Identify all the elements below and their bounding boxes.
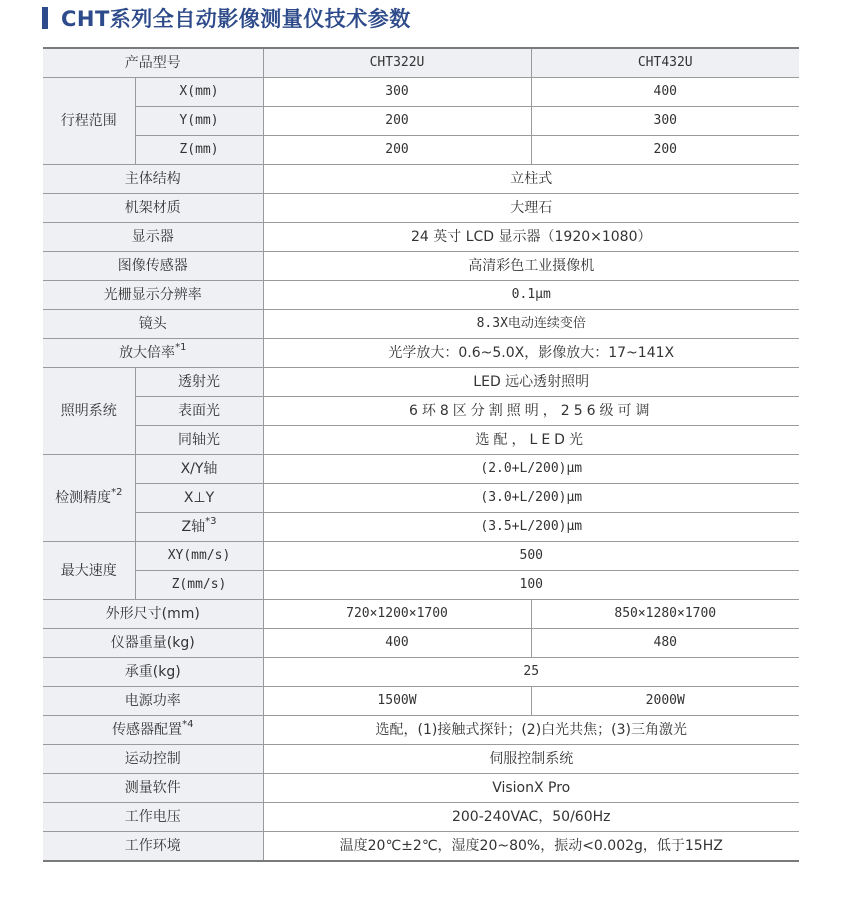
travel-value-a: 200: [263, 136, 531, 165]
table-row: [43, 484, 799, 513]
accuracy-label-text: 检测精度: [55, 490, 112, 506]
footnote-marker: *1: [175, 342, 187, 354]
camera-value: 高清彩色工业摄像机: [263, 252, 799, 281]
table-row: [43, 455, 799, 484]
structure-label: 主体结构: [43, 165, 263, 194]
weight-value-a: 400: [263, 629, 531, 658]
table-row: [43, 658, 799, 687]
environment-label: 工作环境: [43, 832, 263, 862]
power-value-a: 1500W: [263, 687, 531, 716]
lighting-value: 选配，LED光: [263, 426, 799, 455]
speed-axis: Z(mm/s): [135, 571, 263, 600]
table-row: [43, 281, 799, 310]
lighting-value: 6环8区分割照明，256级可调: [263, 397, 799, 426]
table-row: [43, 687, 799, 716]
table-row: [43, 571, 799, 600]
dimensions-value-b: 850×1280×1700: [531, 600, 799, 629]
accuracy-axis-text: Z轴: [181, 519, 206, 535]
frame-value: 大理石: [263, 194, 799, 223]
table-row: [43, 774, 799, 803]
travel-value-b: 300: [531, 107, 799, 136]
table-row: [43, 339, 799, 368]
lighting-type: 透射光: [135, 368, 263, 397]
footnote-marker: *3: [205, 516, 217, 528]
travel-value-a: 200: [263, 107, 531, 136]
dimensions-value-a: 720×1200×1700: [263, 600, 531, 629]
magnification-label: [43, 339, 263, 368]
travel-value-b: 200: [531, 136, 799, 165]
power-value-b: 2000W: [531, 687, 799, 716]
sensors-value: 选配，(1)接触式探针；(2)白光共焦；(3)三角激光: [263, 716, 799, 745]
travel-value-b: 400: [531, 78, 799, 107]
table-row: [43, 542, 799, 571]
speed-value: 500: [263, 542, 799, 571]
accuracy-value: (2.0+L/200)μm: [263, 455, 799, 484]
table-row: [43, 426, 799, 455]
weight-label: 仪器重量(kg): [43, 629, 263, 658]
travel-axis: Y(mm): [135, 107, 263, 136]
sensors-label: [43, 716, 263, 745]
table-row: [43, 600, 799, 629]
motion-label: 运动控制: [43, 745, 263, 774]
table-row: [43, 223, 799, 252]
power-label: 电源功率: [43, 687, 263, 716]
magnification-value: 光学放大：0.6~5.0X，影像放大：17~141X: [263, 339, 799, 368]
speed-axis: XY(mm/s): [135, 542, 263, 571]
lighting-type: 表面光: [135, 397, 263, 426]
camera-label: 图像传感器: [43, 252, 263, 281]
title-bar: [42, 5, 411, 31]
table-row: [43, 252, 799, 281]
dimensions-label: 外形尺寸(mm): [43, 600, 263, 629]
accuracy-value: (3.5+L/200)μm: [263, 513, 799, 542]
load-label: 承重(kg): [43, 658, 263, 687]
lighting-type: 同轴光: [135, 426, 263, 455]
lens-label: 镜头: [43, 310, 263, 339]
table-row: [43, 832, 799, 862]
accuracy-axis: X/Y轴: [135, 455, 263, 484]
grating-label: 光栅显示分辨率: [43, 281, 263, 310]
table-row: [43, 136, 799, 165]
travel-value-a: 300: [263, 78, 531, 107]
grating-value: 0.1μm: [263, 281, 799, 310]
display-value: 24 英寸 LCD 显示器（1920×1080）: [263, 223, 799, 252]
spec-table: [43, 47, 799, 862]
travel-axis: X(mm): [135, 78, 263, 107]
voltage-label: 工作电压: [43, 803, 263, 832]
table-row: [43, 716, 799, 745]
table-row: [43, 803, 799, 832]
magnification-label-text: 放大倍率: [119, 345, 176, 361]
table-row: [43, 629, 799, 658]
accuracy-label: [43, 455, 135, 542]
frame-label: 机架材质: [43, 194, 263, 223]
motion-value: 伺服控制系统: [263, 745, 799, 774]
footnote-marker: *2: [111, 487, 123, 499]
header-model-a: CHT322U: [263, 48, 531, 78]
table-row: [43, 745, 799, 774]
lens-value: 8.3X电动连续变倍: [263, 310, 799, 339]
table-row: [43, 165, 799, 194]
accuracy-axis: X⊥Y: [135, 484, 263, 513]
table-row: [43, 107, 799, 136]
lighting-label: 照明系统: [43, 368, 135, 455]
sensors-label-text: 传感器配置: [112, 722, 183, 738]
speed-value: 100: [263, 571, 799, 600]
table-row: [43, 310, 799, 339]
travel-axis: Z(mm): [135, 136, 263, 165]
header-model-b: CHT432U: [531, 48, 799, 78]
title-accent-bar: [42, 7, 48, 29]
table-row-header: [43, 48, 799, 78]
structure-value: 立柱式: [263, 165, 799, 194]
speed-label: 最大速度: [43, 542, 135, 600]
header-label: 产品型号: [43, 48, 263, 78]
travel-label: 行程范围: [43, 78, 135, 165]
display-label: 显示器: [43, 223, 263, 252]
voltage-value: 200-240VAC，50/60Hz: [263, 803, 799, 832]
table-row: [43, 397, 799, 426]
load-value: 25: [263, 658, 799, 687]
table-row: [43, 513, 799, 542]
environment-value: 温度20℃±2℃，湿度20~80%，振动<0.002g，低于15HZ: [263, 832, 799, 862]
lighting-value: LED 远心透射照明: [263, 368, 799, 397]
accuracy-axis: [135, 513, 263, 542]
footnote-marker: *4: [182, 719, 194, 731]
page-title: CHT系列全自动影像测量仪技术参数: [61, 7, 411, 31]
table-row: [43, 368, 799, 397]
weight-value-b: 480: [531, 629, 799, 658]
accuracy-value: (3.0+L/200)μm: [263, 484, 799, 513]
software-label: 测量软件: [43, 774, 263, 803]
table-row: [43, 194, 799, 223]
software-value: VisionX Pro: [263, 774, 799, 803]
table-row: [43, 78, 799, 107]
